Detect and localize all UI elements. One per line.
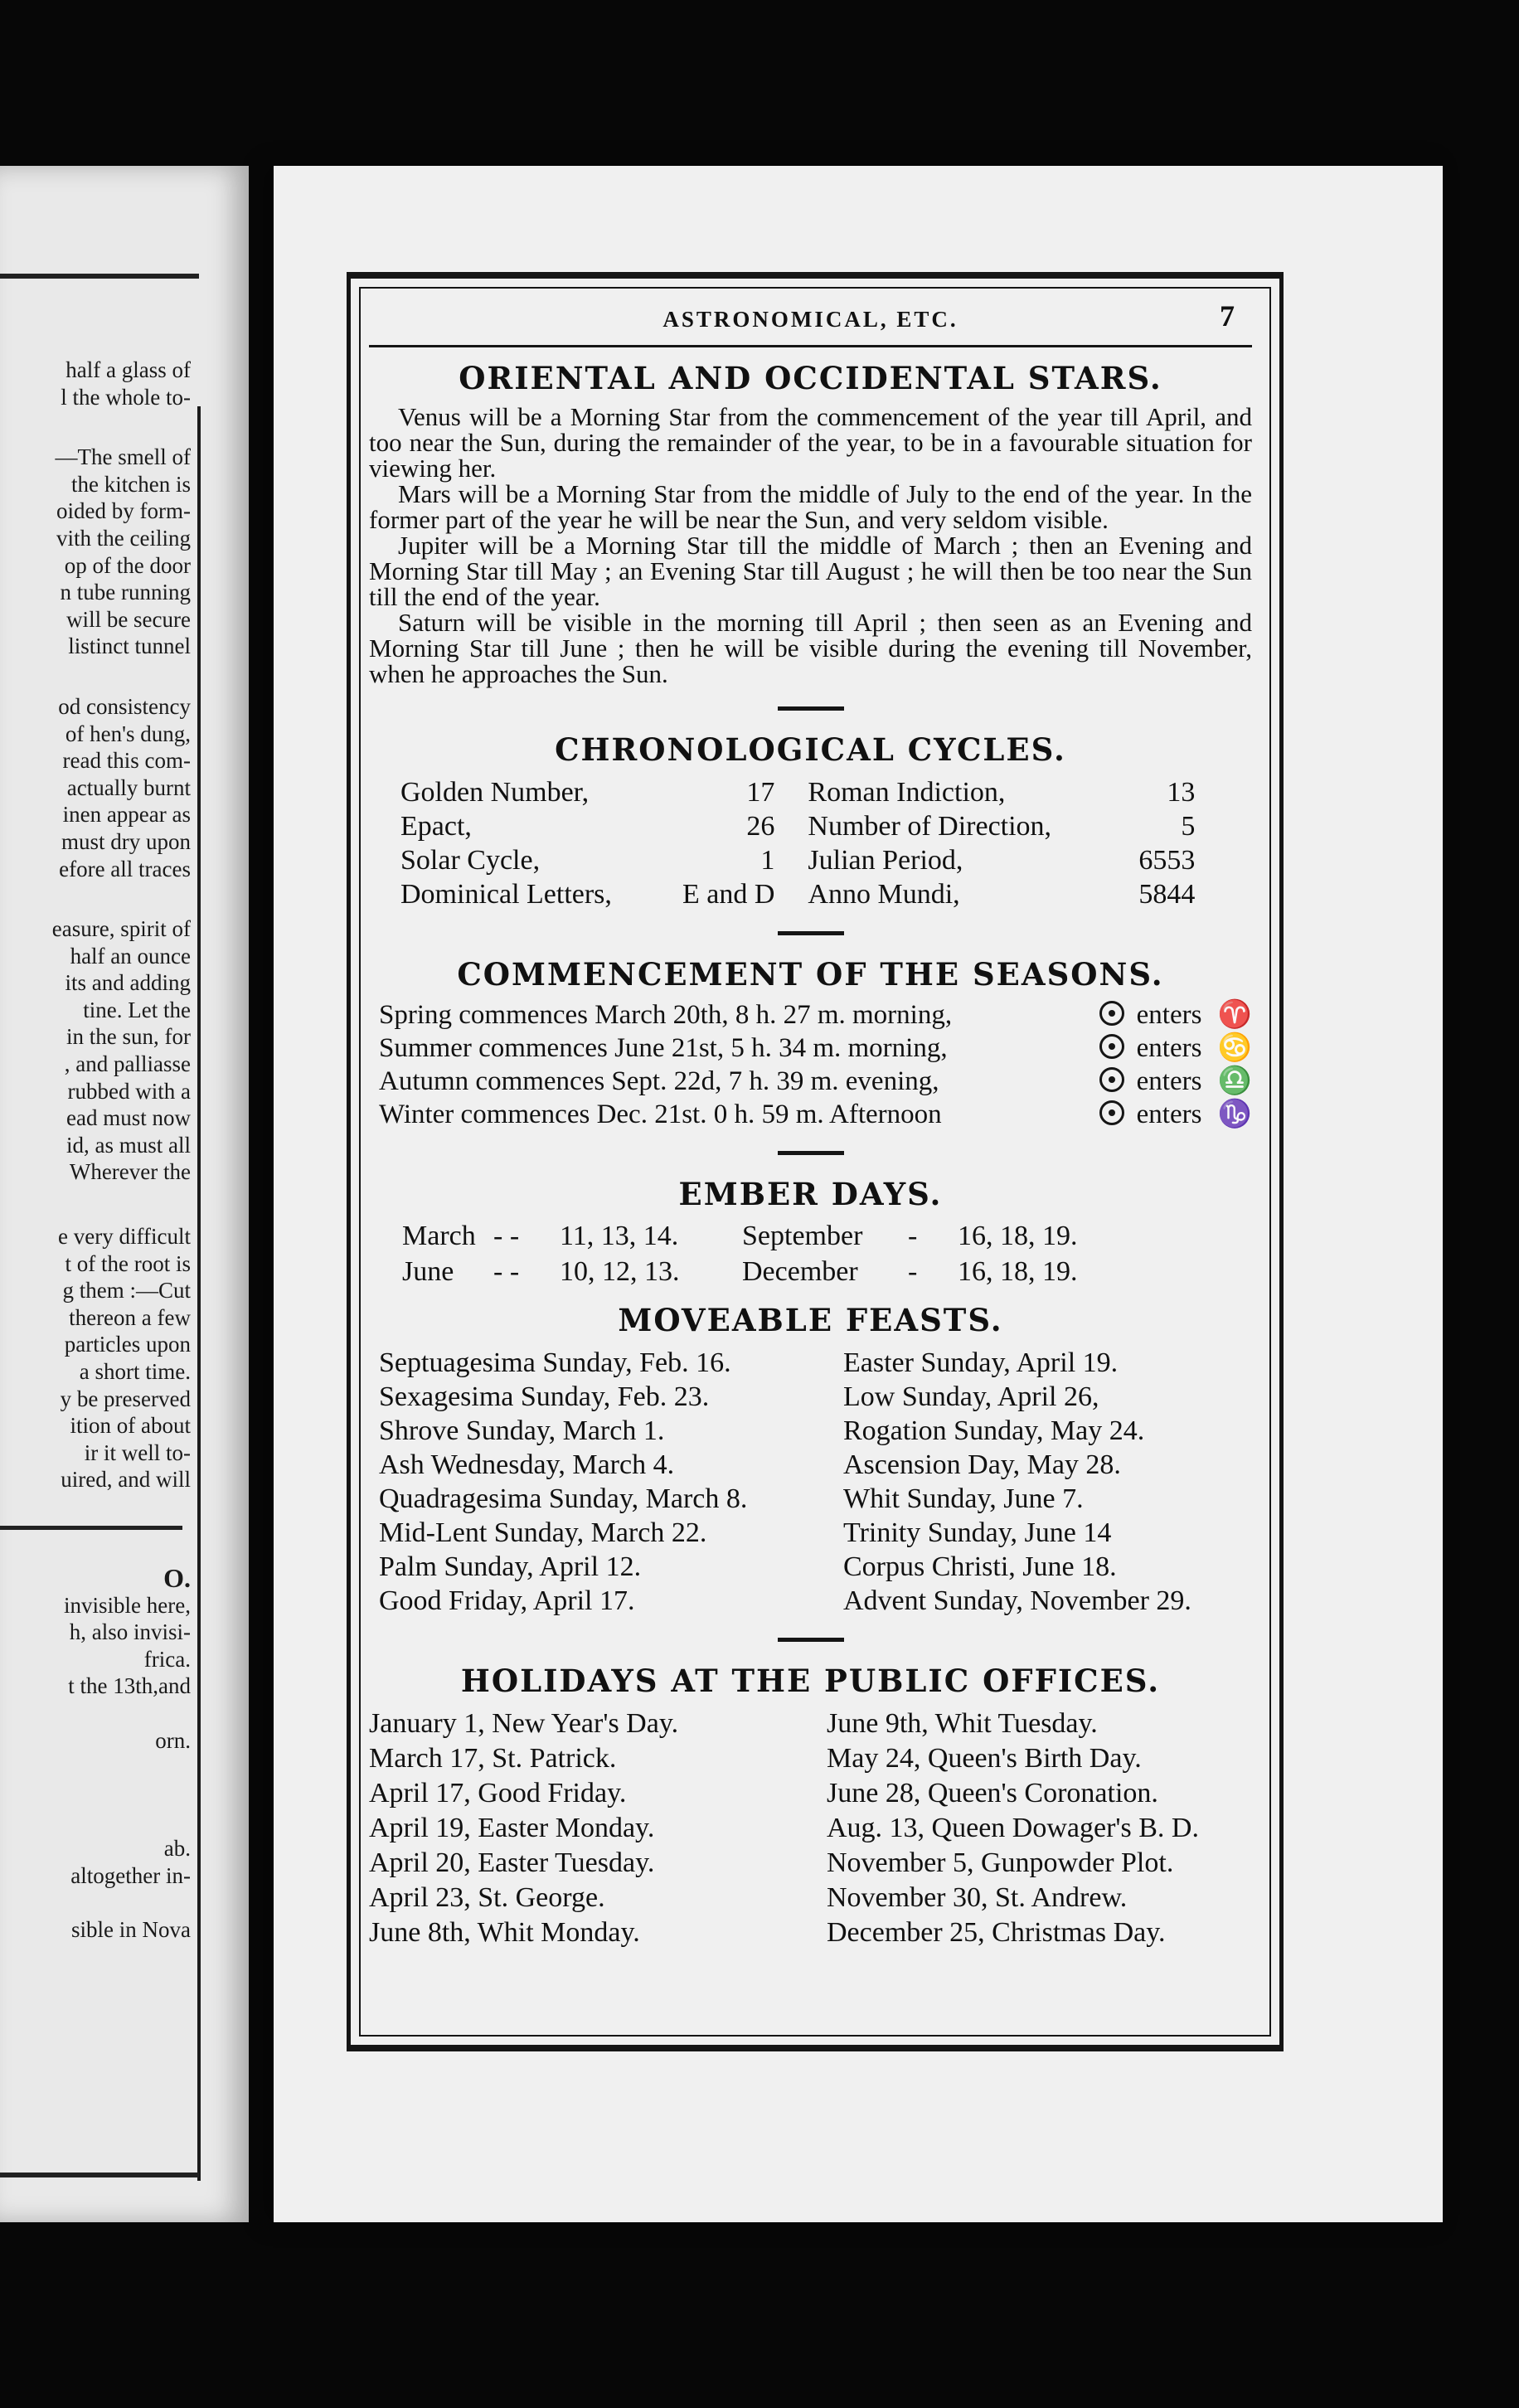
sun-icon [1099,1067,1124,1092]
feast-left: Palm Sunday, April 12. [379,1551,642,1582]
left-top-rule [0,274,199,279]
left-line: half a glass of [66,357,191,382]
cycle-label: Dominical Letters, [400,879,612,910]
holidays-table [369,1706,1199,1950]
table-row [379,1032,1252,1065]
left-line: efore all traces [59,856,191,881]
feast-left: Shrove Sunday, March 1. [379,1415,665,1446]
left-line: y be preserved [60,1386,191,1411]
section-title-seasons: COMMENCEMENT OF THE SEASONS. [457,956,1164,993]
table-row [369,1776,1199,1811]
table-row [379,1516,1191,1550]
left-line [0,1754,191,1781]
left-heading: O. [163,1562,191,1593]
ember-month: June [402,1256,454,1287]
table-row [369,1881,1199,1915]
table-row [379,1065,1252,1098]
jupiter-paragraph: Jupiter will be a Morning Star till the middle of March ; then an Evening and Morning Star till May ; an Evening Star till August ; he will then be too near the Sun till the end of the year. [369,531,1252,611]
ember-dates: 11, 13, 14. [560,1221,679,1251]
feast-right: Ascension Day, May 28. [843,1449,1121,1480]
left-line: id, as must all [66,1132,191,1158]
left-line: ab. [163,1835,191,1861]
table-row [400,877,1195,911]
feast-right: Corpus Christi, June 18. [843,1551,1117,1582]
seasons-table [379,998,1252,1131]
season-enters: enters [1136,1033,1202,1063]
left-line: g them :—Cut [62,1278,191,1304]
feasts-table [379,1346,1191,1618]
holiday-left: April 20, Easter Tuesday. [369,1847,655,1878]
holiday-right: Aug. 13, Queen Dowager's B. D. [827,1813,1199,1843]
left-line: easure, spirit of [51,916,191,942]
cancer-icon: ♋ [1217,1033,1252,1063]
left-line: sible in Nova [71,1916,191,1942]
libra-icon: ♎ [1217,1066,1252,1096]
cycle-label: Roman Indiction, [808,777,1006,808]
table-row [379,1448,1191,1482]
left-line: the kitchen is [71,471,191,497]
ember-month: September [742,1221,863,1251]
cycle-value: 1 [760,845,775,876]
running-head [369,299,1252,340]
cycle-value: E and D [682,879,775,910]
holiday-right: June 9th, Whit Tuesday. [827,1708,1098,1739]
left-line: will be secure [66,606,191,632]
cycle-value: 13 [1167,777,1196,808]
left-line: Wherever the [69,1159,191,1185]
left-line: vith the ceiling [56,525,191,551]
sun-icon [1099,1100,1124,1125]
cycle-value: 26 [746,811,775,842]
section-divider [778,1638,844,1642]
left-line: listinct tunnel [68,634,191,659]
cycle-value: 17 [746,777,775,808]
holiday-left: April 19, Easter Monday. [369,1813,655,1843]
holiday-left: June 8th, Whit Monday. [369,1917,640,1948]
ember-dates: 10, 12, 13. [560,1256,680,1287]
table-row [379,1098,1252,1131]
holiday-left: March 17, St. Patrick. [369,1743,617,1774]
feast-left: Ash Wednesday, March 4. [379,1449,675,1480]
left-line: half an ounce [70,943,191,969]
table-row [400,775,1195,809]
left-page-fragment [0,166,249,2222]
left-line: od consistency [58,693,191,719]
left-line: op of the door [64,552,191,578]
holiday-right: November 5, Gunpowder Plot. [827,1847,1174,1878]
table-row [369,1811,1199,1846]
left-line: tine. Let the [83,997,191,1022]
table-row [369,1741,1199,1776]
table-row [369,1846,1199,1881]
saturn-paragraph: Saturn will be visible in the morning till April ; then seen as an Evening and Morning Star till June ; then he will be visible during the evening till November, when he approaches the Sun. [369,608,1252,688]
season-text: Spring commences March 20th, 8 h. 27 m. morning, [379,1000,953,1030]
cycle-label: Epact, [400,811,472,842]
season-text: Autumn commences Sept. 22d, 7 h. 39 m. evening, [379,1066,939,1096]
ember-dash: - [908,1221,918,1251]
feast-right: Low Sunday, April 26, [843,1381,1099,1412]
holiday-left: April 23, St. George. [369,1882,605,1913]
venus-paragraph: Venus will be a Morning Star from the commencement of the year till April, and too near the Sun, during the remainder of the year, to be in a favourable situation for viewing her. [369,402,1252,483]
section-divider [778,706,844,711]
left-line: in the sun, for [66,1024,191,1050]
left-line: read this com- [62,748,191,774]
ember-dash: - - [493,1221,520,1251]
feast-left: Sexagesima Sunday, Feb. 23. [379,1381,710,1412]
feast-right: Advent Sunday, November 29. [843,1585,1191,1616]
left-line: thereon a few [69,1304,191,1330]
holiday-right: November 30, St. Andrew. [827,1882,1128,1913]
left-line: ead must now [66,1105,191,1131]
mars-paragraph: Mars will be a Morning Star from the middle of July to the end of the year. In the former part of the year he will be near the Sun, and very seldom visible. [369,479,1252,534]
left-line: frica. [143,1646,191,1672]
left-line: h, also invisi- [69,1619,191,1645]
table-row [400,809,1195,843]
left-line: oided by form- [56,498,191,524]
table-row [379,1414,1191,1448]
page-number: 7 [1220,299,1237,333]
left-line: a short time. [79,1359,191,1384]
feast-right: Whit Sunday, June 7. [843,1483,1084,1514]
table-row [379,1482,1191,1516]
season-text: Winter commences Dec. 21st. 0 h. 59 m. Afternoon [379,1100,942,1129]
left-line: must dry upon [61,828,191,854]
sun-icon [1099,1034,1124,1059]
ember-dash: - [908,1256,918,1287]
cycles-table [400,775,1195,911]
holiday-right: June 28, Queen's Coronation. [827,1778,1158,1808]
ember-dates: 16, 18, 19. [958,1256,1078,1287]
left-column-rule [197,406,201,2181]
table-row [400,843,1195,877]
left-line: ir it well to- [84,1439,191,1465]
ember-month: March [402,1221,476,1251]
table-row [402,1218,1078,1254]
holiday-right: May 24, Queen's Birth Day. [827,1743,1142,1774]
cycle-value: 6553 [1138,845,1196,876]
left-line: orn. [155,1727,191,1753]
section-divider [778,931,844,935]
section-title-feasts: MOVEABLE FEASTS. [618,1302,1003,1338]
season-enters: enters [1136,1000,1202,1030]
cycle-label: Julian Period, [808,845,963,876]
section-title-stars: ORIENTAL AND OCCIDENTAL STARS. [459,360,1162,396]
feast-left: Mid-Lent Sunday, March 22. [379,1517,707,1548]
almanac-page [274,166,1443,2222]
section-title-holidays: HOLIDAYS AT THE PUBLIC OFFICES. [460,1663,1161,1699]
season-enters: enters [1136,1066,1202,1096]
aries-icon: ♈ [1217,1000,1252,1030]
running-head-rule [369,345,1252,347]
feast-right: Trinity Sunday, June 14 [843,1517,1112,1548]
table-row [402,1254,1078,1289]
cycle-label: Number of Direction, [808,811,1052,842]
table-row [379,1584,1191,1618]
feast-right: Rogation Sunday, May 24. [843,1415,1145,1446]
left-line: —The smell of [55,444,191,470]
left-line: ition of about [70,1413,191,1439]
section-divider [778,1151,844,1155]
left-line: of hen's dung, [65,721,191,746]
table-row [379,1346,1191,1380]
left-line [0,1808,191,1835]
left-line: its and adding [65,970,191,996]
table-row [379,1380,1191,1414]
table-row [379,1550,1191,1584]
left-line [0,1700,191,1727]
ember-dash: - - [493,1256,520,1287]
left-line: n tube running [60,580,191,605]
left-line: altogether in- [70,1862,191,1888]
left-line: rubbed with a [67,1078,191,1104]
left-line: uired, and will [61,1467,191,1493]
page-content [369,299,1252,1950]
left-line: t of the root is [65,1250,191,1276]
season-text: Summer commences June 21st, 5 h. 34 m. morning, [379,1033,948,1063]
left-line: particles upon [64,1332,191,1357]
feast-right: Easter Sunday, April 19. [843,1347,1119,1378]
left-bottom-rule [0,2173,199,2177]
left-line [0,1781,191,1808]
cycle-label: Solar Cycle, [400,845,541,876]
table-row [369,1915,1199,1950]
ember-dates: 16, 18, 19. [958,1221,1078,1251]
cycle-value: 5844 [1138,879,1196,910]
left-line: e very difficult [58,1224,191,1250]
running-head-title: ASTRONOMICAL, ETC. [662,307,958,332]
table-row [379,998,1252,1032]
stars-text [369,404,1252,687]
section-title-cycles: CHRONOLOGICAL CYCLES. [555,731,1066,768]
feast-left: Good Friday, April 17. [379,1585,635,1616]
left-line: actually burnt [66,774,191,800]
feast-left: Septuagesima Sunday, Feb. 16. [379,1347,731,1378]
sun-icon [1099,1001,1124,1026]
ember-month: December [742,1256,858,1287]
left-line [0,1889,191,1916]
left-line: l the whole to- [61,384,191,410]
season-enters: enters [1136,1100,1202,1129]
left-line: , and palliasse [64,1051,191,1077]
feast-left: Quadragesima Sunday, March 8. [379,1483,748,1514]
cycle-label: Golden Number, [400,777,590,808]
holiday-left: January 1, New Year's Day. [369,1708,679,1739]
section-title-ember: EMBER DAYS. [678,1176,943,1212]
holiday-left: April 17, Good Friday. [369,1778,627,1808]
left-line: inen appear as [62,802,191,828]
ember-table [402,1218,1078,1289]
table-row [369,1706,1199,1741]
left-line: invisible here, [64,1592,191,1618]
left-line: t the 13th,and [68,1673,191,1699]
cycle-value: 5 [1181,811,1196,842]
holiday-right: December 25, Christmas Day. [827,1917,1166,1948]
capricorn-icon: ♑ [1217,1100,1252,1129]
cycle-label: Anno Mundi, [808,879,960,910]
left-page-text [0,357,191,1943]
